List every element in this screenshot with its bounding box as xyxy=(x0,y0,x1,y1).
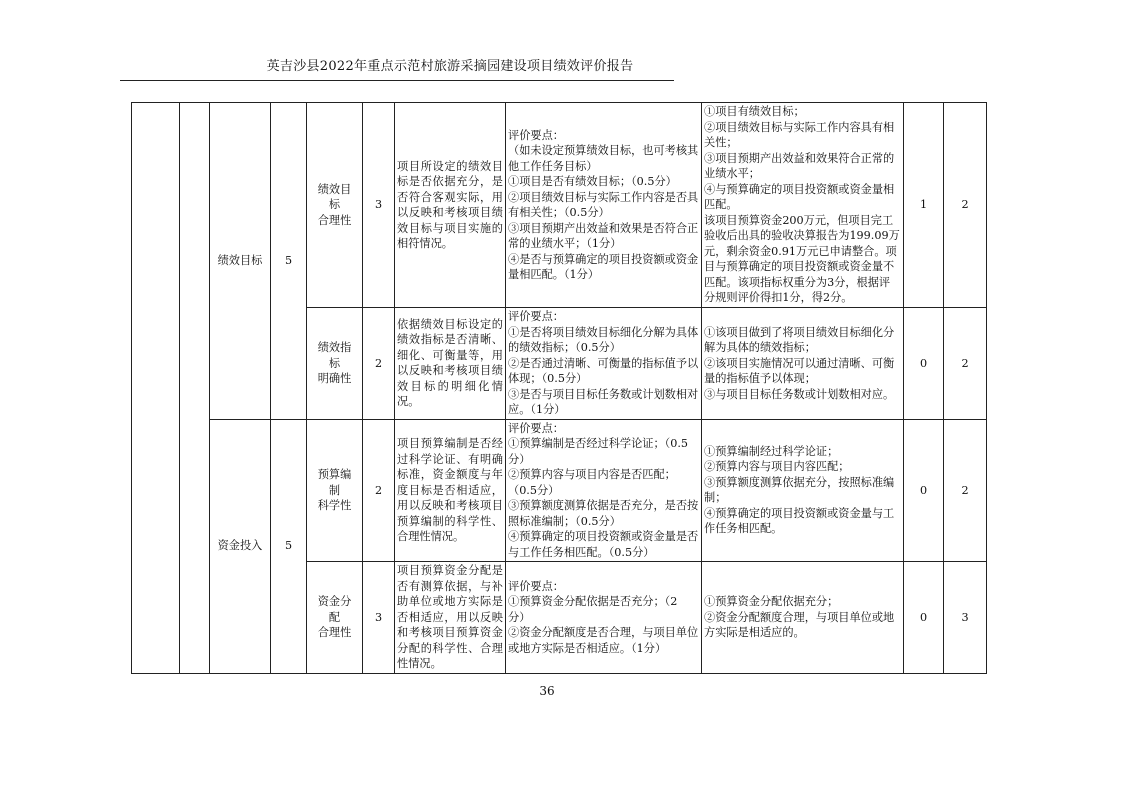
indicator-weight: 3 xyxy=(363,103,395,308)
page-number: 36 xyxy=(539,684,555,698)
evaluation-criteria: 评价要点： ①预算编制是否经过科学论证；（0.5分） ②预算内容与项目内容是否匹配；（0.5分） ③预算额度测算依据是否充分，是否按照标准编制；（0.5分） ④预算确定的项目投资额或资金量是否与工作任务相匹配。（0.5分） xyxy=(506,419,702,562)
deduct-score: 0 xyxy=(904,419,944,562)
evaluation-criteria: 评价要点： ①预算资金分配依据是否充分；（2分） ②资金分配额度是否合理，与项目单位或地方实际是否相适应。（1分） xyxy=(506,562,702,674)
group-score: 5 xyxy=(271,103,307,420)
table-row xyxy=(132,103,987,308)
indicator-explanation: 项目所设定的绩效目标是否依据充分，是否符合客观实际，用以反映和考核项目绩效目标与项目实施的相符情况。 xyxy=(395,103,506,308)
evaluation-findings: ①预算编制经过科学论证； ②预算内容与项目内容匹配； ③预算额度测算依据充分，按照标准编制； ④预算确定的项目投资额或资金量与工作任务相匹配。 xyxy=(702,419,904,562)
group-name: 资金投入 xyxy=(210,419,271,673)
evaluation-criteria: 评价要点： （如未设定预算绩效目标，也可考核其他工作任务目标） ①项目是否有绩效目标；（0.5分） ②项目绩效目标与实际工作内容是否具有相关性；（0.5分） ③项目预期产出效益和效果是否符合正常的业绩水平；（1分） ④是否与预算确定的项目投资额或资金量相匹配。（1分） xyxy=(506,103,702,308)
indicator-name: 预算编 制 科学性 xyxy=(307,419,363,562)
indicator-weight: 2 xyxy=(363,308,395,420)
indicator-explanation: 项目预算资金分配是否有测算依据，与补助单位或地方实际是否相适应，用以反映和考核项目预算资金分配的科学性、合理性情况。 xyxy=(395,562,506,674)
deduct-score: 0 xyxy=(904,308,944,420)
level1-cell xyxy=(132,103,180,674)
indicator-name: 资金分 配 合理性 xyxy=(307,562,363,674)
evaluation-findings: ①项目有绩效目标； ②项目绩效目标与实际工作内容具有相关性； ③项目预期产出效益和效果符合正常的业绩水平； ④与预算确定的项目投资额或资金量相匹配。 该项目预算资金200万元，但项目完工验收后出具的验收决算报告为199.09万元，剩余资金0.91万元已申请整合。项目与预算确定的项目投资额或资金量不匹配。该项指标权重分为3分，根据评分规则评价得扣1分，得2分。 xyxy=(702,103,904,308)
table-row xyxy=(132,419,987,562)
indicator-explanation: 依据绩效目标设定的绩效指标是否清晰、细化、可衡量等，用以反映和考核项目绩效目标的明细化情况。 xyxy=(395,308,506,420)
header-rule xyxy=(120,80,674,81)
indicator-weight: 3 xyxy=(363,562,395,674)
deduct-score: 1 xyxy=(904,103,944,308)
evaluation-table xyxy=(131,102,987,674)
indicator-weight: 2 xyxy=(363,419,395,562)
indicator-name: 绩效指 标 明确性 xyxy=(307,308,363,420)
deduct-score: 0 xyxy=(904,562,944,674)
final-score: 3 xyxy=(944,562,987,674)
evaluation-findings: ①预算资金分配依据充分； ②资金分配额度合理，与项目单位或地方实际是相适应的。 xyxy=(702,562,904,674)
final-score: 2 xyxy=(944,419,987,562)
final-score: 2 xyxy=(944,103,987,308)
final-score: 2 xyxy=(944,308,987,420)
page-header-title: 英吉沙县2022年重点示范村旅游采摘园建设项目绩效评价报告 xyxy=(266,59,634,74)
evaluation-findings: ①该项目做到了将项目绩效目标细化分解为具体的绩效指标； ②该项目实施情况可以通过清晰、可衡量的指标值予以体现； ③与项目目标任务数或计划数相对应。 xyxy=(702,308,904,420)
indicator-explanation: 项目预算编制是否经过科学论证、有明确标准，资金额度与年度目标是否相适应，用以反映和考核项目预算编制的科学性、合理性情况。 xyxy=(395,419,506,562)
group-score: 5 xyxy=(271,419,307,673)
level2-cell xyxy=(180,103,210,674)
indicator-name: 绩效目 标 合理性 xyxy=(307,103,363,308)
evaluation-criteria: 评价要点： ①是否将项目绩效目标细化分解为具体的绩效指标；（0.5分） ②是否通过清晰、可衡量的指标值予以体现；（0.5分） ③是否与项目目标任务数或计划数相对应。（1分） xyxy=(506,308,702,420)
group-name: 绩效目标 xyxy=(210,103,271,420)
